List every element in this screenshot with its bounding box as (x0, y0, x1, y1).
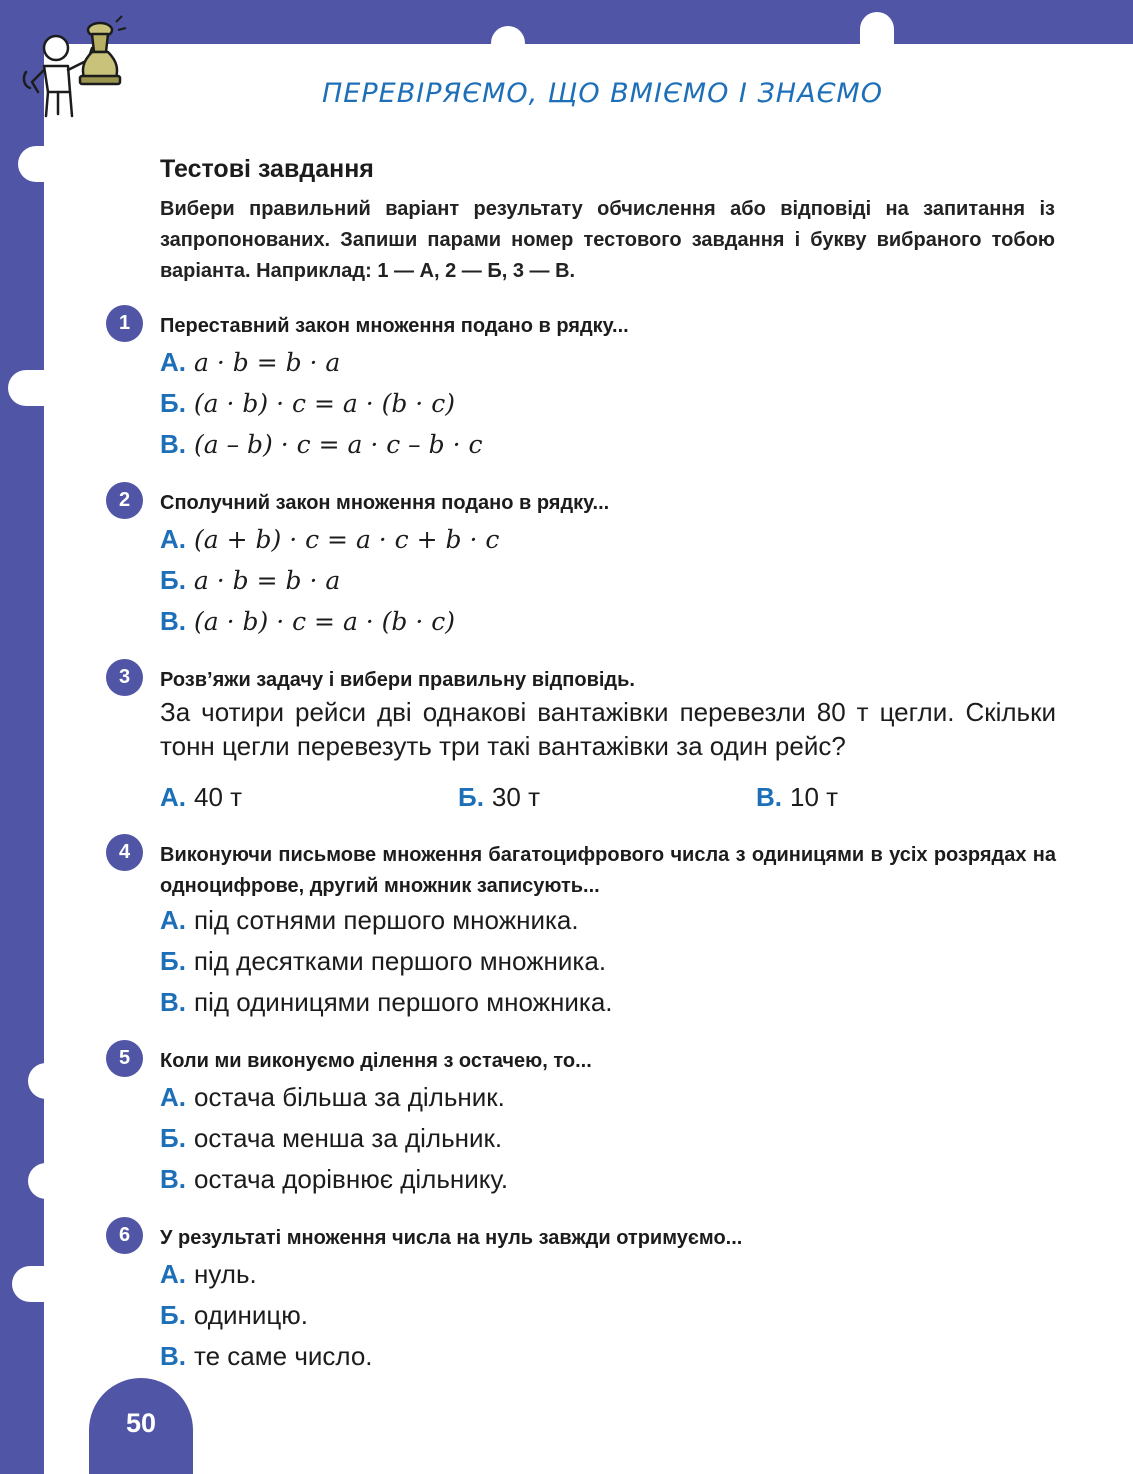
answer-option-a[interactable] (160, 1080, 505, 1114)
option-letter: Б. (160, 565, 186, 595)
option-text: те саме число. (194, 1341, 373, 1371)
binder-tab (491, 26, 525, 70)
answer-option-b[interactable] (160, 1298, 308, 1332)
left-decor-band (0, 0, 44, 1474)
answer-option-c[interactable] (160, 427, 482, 462)
option-letter: Б. (160, 946, 186, 976)
option-text: 10 т (790, 782, 839, 812)
option-text: під десятками першого множника. (193, 946, 607, 976)
task-question: Коли ми виконуємо ділення з остачею, то... (160, 1050, 592, 1072)
task-4 (106, 834, 1056, 1024)
answer-option-c[interactable] (160, 604, 455, 639)
task-5 (106, 1040, 1056, 1200)
option-formula: (a · b) · c = a · (b · c) (193, 389, 455, 418)
option-letter: А. (160, 1259, 186, 1289)
option-letter: В. (160, 1164, 186, 1194)
task-number-badge: 2 (106, 482, 143, 519)
option-letter: А. (160, 782, 186, 812)
task-number-badge: 5 (106, 1040, 143, 1077)
answer-option-b[interactable] (458, 780, 540, 814)
binder-tab (12, 1266, 56, 1302)
answer-option-a[interactable] (160, 780, 242, 814)
answer-option-b[interactable] (160, 563, 340, 598)
task-6 (106, 1217, 1056, 1377)
task-2 (106, 482, 1056, 642)
option-letter: А. (160, 1082, 186, 1112)
option-text: під сотнями першого множника. (194, 905, 579, 935)
option-text: одиницю. (193, 1300, 309, 1330)
option-letter: А. (160, 905, 186, 935)
binder-tab (18, 146, 62, 182)
section-title: Тестові завдання (160, 155, 374, 183)
option-formula: (a · b) · c = a · (b · c) (194, 607, 456, 636)
page-number: 50 (125, 1408, 157, 1438)
option-text: нуль. (194, 1259, 257, 1289)
answer-option-b[interactable] (160, 1121, 502, 1155)
task-question: Розв’яжи задачу і вибери правильну відповідь. (160, 669, 635, 691)
answer-option-b[interactable] (160, 386, 455, 421)
answer-option-b[interactable] (160, 944, 606, 978)
option-text: остача менша за дільник. (193, 1123, 503, 1153)
answer-option-c[interactable] (160, 985, 613, 1019)
option-text: остача дорівнює дільнику. (194, 1164, 509, 1194)
task-1 (106, 305, 1056, 465)
answer-option-a[interactable] (160, 345, 340, 380)
figure-holding-pawn-icon (18, 8, 138, 120)
task-question: Переставний закон множення подано в рядку... (160, 315, 629, 337)
option-letter: Б. (160, 1123, 186, 1153)
answer-option-c[interactable] (160, 1162, 508, 1196)
page-header-title: ПЕРЕВІРЯЄМО, ЩО ВМІЄМО І ЗНАЄМО (322, 78, 883, 109)
task-number-badge: 3 (106, 659, 143, 696)
answer-option-a[interactable] (160, 1257, 257, 1291)
task-question: Сполучний закон множення подано в рядку... (160, 492, 610, 514)
option-letter: А. (160, 347, 186, 377)
binder-tab (8, 370, 52, 406)
task-question: У результаті множення числа на нуль завжди отримуємо... (160, 1227, 743, 1249)
option-letter: Б. (160, 388, 186, 418)
binder-tab (860, 12, 894, 56)
option-letter: В. (160, 1341, 186, 1371)
option-text: під одиницями першого множника. (194, 987, 613, 1017)
answer-option-c[interactable] (756, 780, 838, 814)
option-letter: В. (160, 987, 186, 1017)
option-formula: a · b = b · a (194, 348, 341, 377)
option-text: 30 т (491, 782, 540, 812)
binder-tab (28, 1163, 72, 1199)
option-text: остача більша за дільник. (194, 1082, 505, 1112)
option-letter: Б. (458, 782, 484, 812)
option-formula: (a + b) · c = a · c + b · c (194, 525, 500, 554)
answer-option-a[interactable] (160, 522, 499, 557)
section-instructions: Вибери правильний варіант результату обчислення або відповіді на запитання із запропонованих. Запиши парами номер тестового завдання і букву вибраного тобою варіанта. Наприклад: 1 — А, 2 — Б, 3 — В. (160, 198, 1055, 282)
task-3 (106, 659, 1056, 819)
option-letter: Б. (160, 1300, 186, 1330)
task-number-badge: 4 (106, 834, 143, 871)
option-letter: В. (160, 429, 186, 459)
option-text: 40 т (194, 782, 243, 812)
task-number-badge: 1 (106, 305, 143, 342)
binder-tab (28, 1063, 72, 1099)
task-number-badge: 6 (106, 1217, 143, 1254)
option-letter: В. (160, 606, 186, 636)
option-letter: В. (756, 782, 782, 812)
word-problem-text: За чотири рейси дві однакові вантажівки перевезли 80 т цегли. Скільки тонн цегли перевезуть три такі вантажівки за один рейс? (160, 697, 1056, 761)
answer-option-c[interactable] (160, 1339, 373, 1373)
option-formula: (a – b) · c = a · c – b · c (194, 430, 483, 459)
option-formula: a · b = b · a (193, 566, 341, 595)
task-question: Виконуючи письмове множення багатоцифрового числа з одиницями в усіх розрядах на одноцифрове, другий множник записують... (160, 844, 1056, 897)
top-decor-band (0, 0, 1133, 44)
answer-option-a[interactable] (160, 903, 579, 937)
option-letter: А. (160, 524, 186, 554)
